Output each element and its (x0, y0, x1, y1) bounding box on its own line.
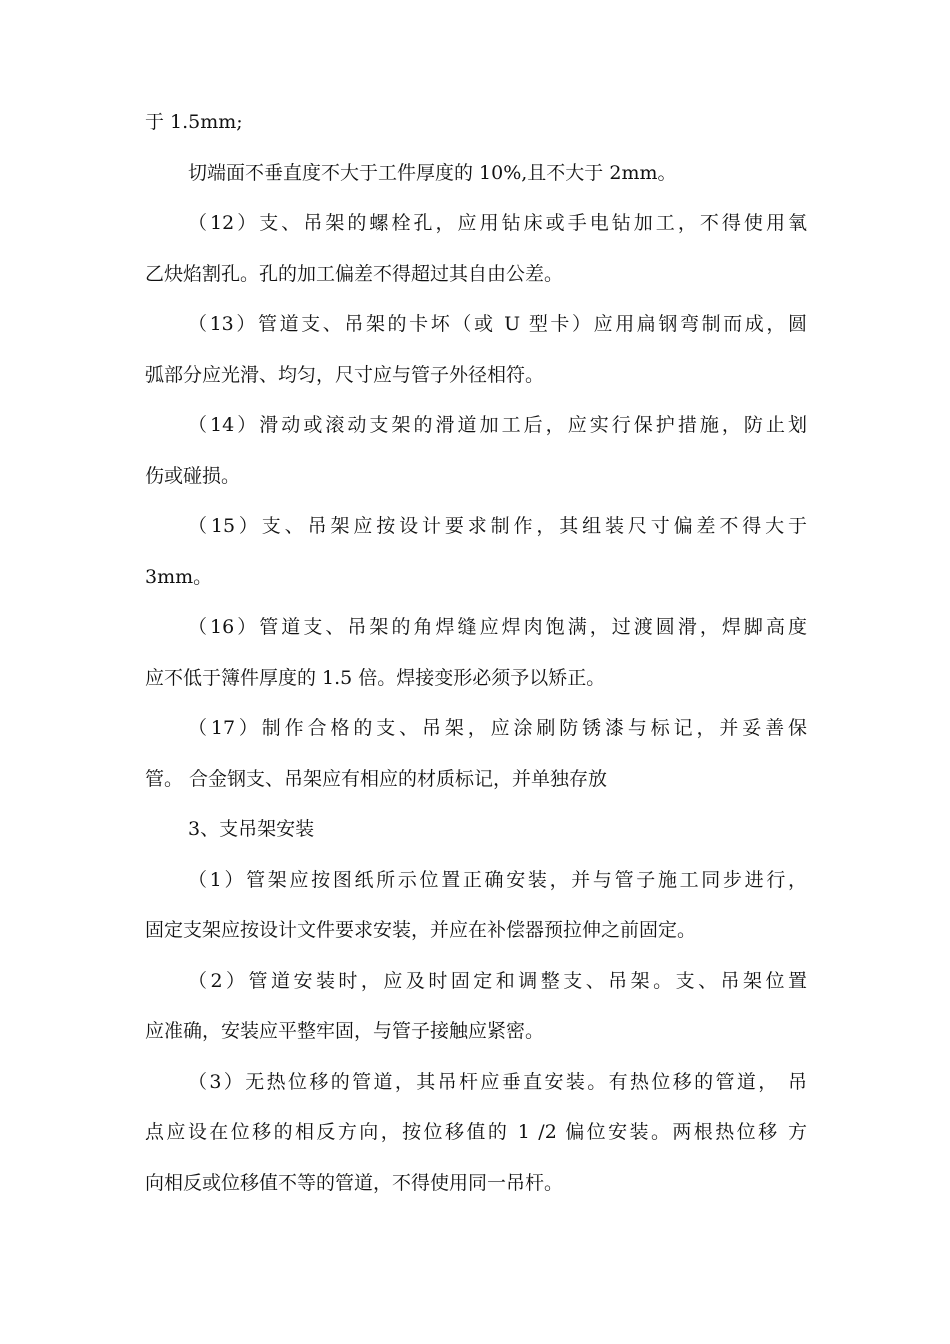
text-line: （3）无热位移的管道，其吊杆应垂直安装。有热位移的管道， 吊 (188, 1070, 807, 1093)
text-line: 乙炔焰割孔。孔的加工偏差不得超过其自由公差。 (145, 262, 564, 285)
text-line: （2）管道安装时，应及时固定和调整支、吊架。支、吊架位置 (188, 969, 807, 992)
text-line: （12）支、吊架的螺栓孔，应用钻床或手电钻加工，不得使用氧 (188, 212, 807, 234)
text-line: 3mm。 (145, 565, 213, 588)
text-line: 固定支架应按设计文件要求安装，并应在补偿器预拉伸之前固定。 (145, 919, 697, 941)
text-line: 切端面不垂直度不大于工件厚度的 10%,且不大于 2mm。 (188, 161, 677, 184)
text-line: （1）管架应按图纸所示位置正确安装，并与管子施工同步进行， (188, 868, 807, 891)
text-line: 管。 合金钢支、吊架应有相应的材质标记，并单独存放 (145, 767, 608, 790)
text-line: （14）滑动或滚动支架的滑道加工后，应实行保护措施，防止划 (188, 414, 807, 436)
text-line: （17）制作合格的支、吊架，应涂刷防锈漆与标记，并妥善保 (188, 717, 807, 739)
text-line: 点应设在位移的相反方向，按位移值的 1 /2 偏位安装。两根热位移 方 (145, 1121, 807, 1143)
text-line: 应不低于簿件厚度的 1.5 倍。焊接变形必须予以矫正。 (145, 666, 606, 689)
document-body (145, 104, 807, 1215)
text-line: （15）支、吊架应按设计要求制作，其组装尺寸偏差不得大于 (188, 515, 807, 537)
text-line: （13）管道支、吊架的卡坏（或 U 型卡）应用扁钢弯制而成，圆 (188, 313, 807, 335)
section-heading: 3、支吊架安装 (188, 818, 315, 840)
text-line: 于 1.5mm; (145, 111, 243, 133)
text-line: 伤或碰损。 (145, 464, 241, 487)
text-line: 应准确，安装应平整牢固，与管子接触应紧密。 (145, 1020, 545, 1042)
text-line: 弧部分应光滑、均匀，尺寸应与管子外径相符。 (145, 363, 545, 386)
text-line: 向相反或位移值不等的管道，不得使用同一吊杆。 (145, 1171, 564, 1194)
text-line: （16）管道支、吊架的角焊缝应焊肉饱满，过渡圆滑，焊脚高度 (188, 616, 807, 638)
